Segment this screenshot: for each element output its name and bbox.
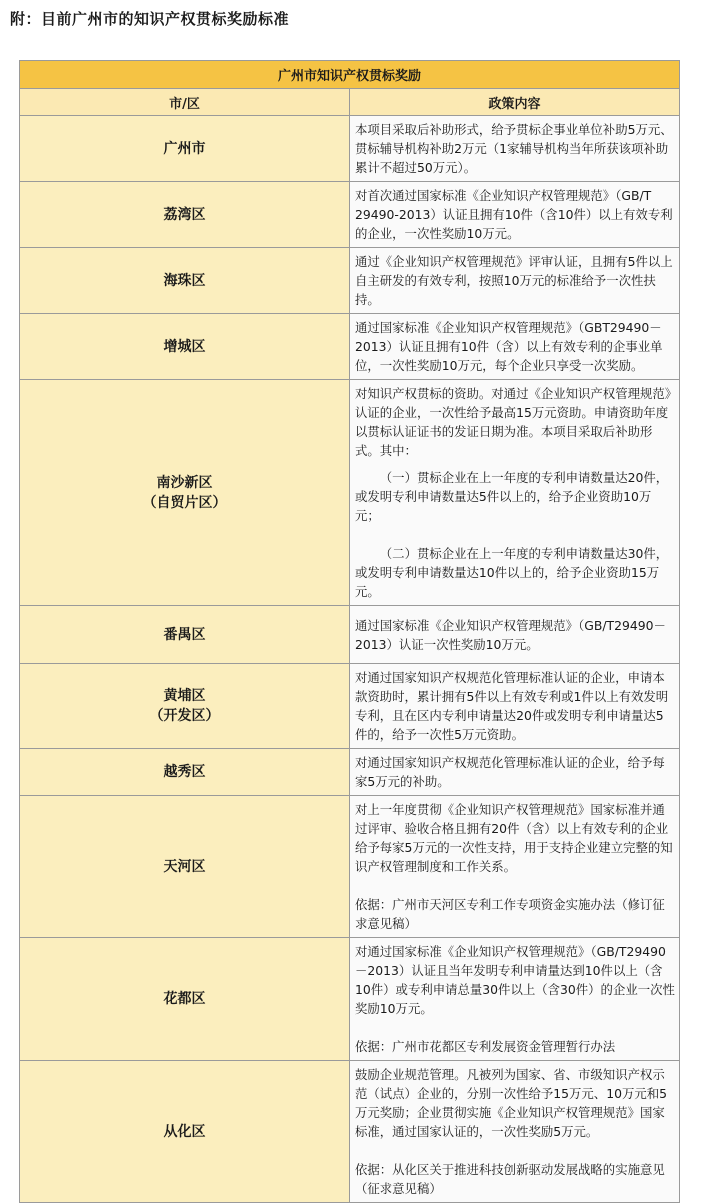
district-cell: 广州市: [20, 116, 350, 182]
page-heading: 附：目前广州市的知识产权贯标奖励标准: [10, 10, 290, 28]
policy-text: 对知识产权贯标的资助。对通过《企业知识产权管理规范》认证的企业，一次性给予最高15万元资助。申请资助年度以贯标认证证书的发证日期为准。本项目采取后补助形式。其中：: [355, 386, 671, 458]
district-cell: 越秀区: [20, 749, 350, 796]
district-cell: 从化区: [20, 1061, 350, 1203]
table-row: [20, 664, 680, 749]
policy-text: 对通过国家知识产权规范化管理标准认证的企业，给予每家5万元的补助。: [355, 755, 665, 789]
policy-table: [19, 60, 680, 1203]
policy-text: 通过国家标准《企业知识产权管理规范》（GBT29490－2013）认证且拥有10件（含）以上有效专利的企事业单位，一次性奖励10万元，每个企业只享受一次奖励。: [355, 320, 663, 373]
policy-basis-text: 依据：从化区关于推进科技创新驱动发展战略的实施意见（征求意见稿）: [355, 1162, 665, 1196]
table-row: [20, 116, 680, 182]
table-row: [20, 248, 680, 314]
district-cell: 番禺区: [20, 606, 350, 664]
table-row: [20, 606, 680, 664]
policy-text: 通过国家标准《企业知识产权管理规范》（GB/T29490－2013）认证一次性奖励10万元。: [355, 617, 666, 652]
policy-text: 对首次通过国家标准《企业知识产权管理规范》（GB/T 29490-2013）认证且拥有10件（含10件）以上有效专利的企业，一次性奖励10万元。: [355, 188, 673, 241]
policy-cell: [350, 314, 680, 380]
policy-cell: [350, 1061, 680, 1203]
policy-cell: [350, 749, 680, 796]
district-cell: 增城区: [20, 314, 350, 380]
table-row: [20, 1061, 680, 1203]
policy-cell: [350, 938, 680, 1061]
policy-text: 通过《企业知识产权管理规范》评审认证，且拥有5件以上自主研发的有效专利，按照10万元的标准给予一次性扶持。: [355, 254, 673, 307]
policy-text: 鼓励企业规范管理。凡被列为国家、省、市级知识产权示范（试点）企业的，分别一次性给予15万元、10万元和5万元奖励；企业贯彻实施《企业知识产权管理规范》国家标准，通过国家认证的，一次性奖励5万元。: [355, 1067, 668, 1139]
table-row: [20, 796, 680, 938]
table-title-row: [20, 61, 680, 89]
column-header-policy: 政策内容: [350, 89, 680, 116]
policy-text: 对通过国家标准《企业知识产权管理规范》（GB/T29490－2013）认证且当年发明专利申请量达到10件以上（含10件）或专利申请总量30件以上（含30件）的企业一次性奖励10万元。: [355, 944, 675, 1016]
policy-text: 对通过国家知识产权规范化管理标准认证的企业，申请本款资助时，累计拥有5件以上有效专利或1件以上有效发明专利，且在区内专利申请量达20件或发明专利申请量达5件的，给予一次性5万元资助。: [355, 670, 669, 742]
table-row: [20, 182, 680, 248]
policy-cell: [350, 664, 680, 749]
policy-basis-text: 依据：广州市花都区专利发展资金管理暂行办法: [355, 1039, 616, 1054]
policy-cell: [350, 380, 680, 606]
policy-text: 对上一年度贯彻《企业知识产权管理规范》国家标准并通过评审、验收合格且拥有20件（含）以上有效专利的企业给予每家5万元的一次性支持，用于支持企业建立完整的知识产权管理制度和工作关系。: [355, 802, 673, 874]
policy-text: （一）贯标企业在上一年度的专利申请数量达20件，或发明专利申请数量达5件以上的，给予企业资助10万元；: [355, 470, 669, 523]
table-row: [20, 749, 680, 796]
district-cell: 南沙新区 （自贸片区）: [20, 380, 350, 606]
policy-text: （二）贯标企业在上一年度的专利申请数量达30件，或发明专利申请数量达10件以上的，给予企业资助15万元。: [355, 546, 669, 599]
district-cell: 海珠区: [20, 248, 350, 314]
district-cell: 花都区: [20, 938, 350, 1061]
table-row: [20, 380, 680, 606]
table-title: 广州市知识产权贯标奖励: [20, 61, 680, 89]
policy-basis-text: 依据：广州市天河区专利工作专项资金实施办法（修订征求意见稿）: [355, 897, 665, 931]
policy-cell: [350, 796, 680, 938]
district-cell: 荔湾区: [20, 182, 350, 248]
district-cell: 天河区: [20, 796, 350, 938]
policy-cell: [350, 116, 680, 182]
column-header-district: 市/区: [20, 89, 350, 116]
policy-text: 本项目采取后补助形式，给予贯标企事业单位补助5万元、贯标辅导机构补助2万元（1家辅导机构当年所获该项补助累计不超过50万元）。: [355, 122, 673, 175]
table-row: [20, 314, 680, 380]
policy-cell: [350, 248, 680, 314]
table-header-row: [20, 89, 680, 116]
table-row: [20, 938, 680, 1061]
policy-cell: [350, 182, 680, 248]
district-cell: 黄埔区 （开发区）: [20, 664, 350, 749]
policy-cell: [350, 606, 680, 664]
